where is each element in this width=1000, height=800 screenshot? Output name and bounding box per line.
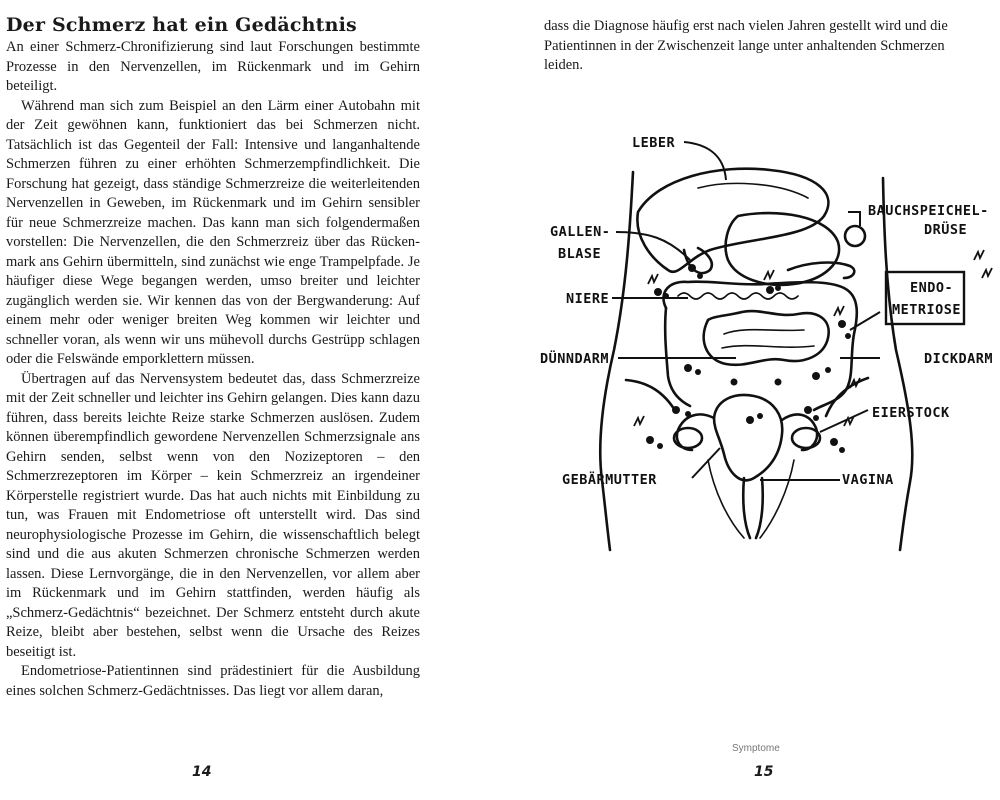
paragraph: Übertragen auf das Nervensystem bedeutet das, dass Schmerzreize mit der Zeit schneller und leichter ins Gehirn gelangen. Dies kann dazu führen, dass bereits leichte Reize starke Schmerzen auslösen. Zudem können überempfindlich gewordene Nervenzellen Schmerzsignale ans Gehirn senden, selbst wenn von den Nozizeptoren – den Schmerzrezeptoren im Körper – kein Schmerzreiz an irgendeiner Körperstelle registriert wurde. Das hat auch nichts mit Einbildung zu tun, was Frauen mit Endometriose oft unterstellt wird. Das sind neurophysiologische Prozesse im Gehirn, die wissenschaftlich belegt sind und die aus akuten Schmerzen chronische Schmerzen werden lassen. Diese Lernvorgänge, die in den Nervenzellen, vor allem aber im Rückenmark und im Gehirn stattfinden, werden häufig als „Schmerz-Gedächtnis“ bezeichnet. Der Schmerz entsteht durch akute Reize, bleibt aber bestehen, selbst wenn die Ursache des Reizes beseitigt ist. (6, 370, 420, 660)
label-gebaermutter: GEBÄRMUTTER (562, 472, 657, 488)
paragraph: Endometriose-Patientinnen sind prädestiniert für die Ausbildung eines solchen Schmerz-Gedächtnisses. Das liegt vor allem daran, (6, 663, 420, 699)
page-number-left: 14 (192, 764, 212, 780)
label-druese: DRÜSE (924, 222, 968, 238)
continuation-text: dass die Diagnose häufig erst nach vielen Jahren gestellt wird und die Patientinnen in der Zwischenzeit lange unter anhaltenden Schmerzen leiden. (544, 18, 948, 73)
label-blase: BLASE (558, 246, 602, 262)
label-duenndarm: DÜNNDARM (540, 351, 610, 367)
uterus (714, 395, 782, 480)
anatomy-diagram (538, 120, 998, 560)
pain-sparks (634, 250, 992, 426)
torso-hip-left (626, 380, 676, 412)
label-bauchspeichel: BAUCHSPEICHEL- (868, 203, 989, 219)
label-dickdarm: DICKDARM (924, 351, 994, 367)
small-intestine (704, 311, 829, 365)
torso-hip-right (826, 378, 868, 416)
body-text (6, 38, 420, 701)
fallopian-tube-right (782, 414, 817, 450)
stomach (726, 213, 839, 285)
page-number-right: 15 (754, 764, 774, 780)
torso-right-outline (883, 178, 912, 550)
label-vagina: VAGINA (842, 472, 894, 488)
paragraph: An einer Schmerz-Chronifizierung sind laut Forschungen bestimmte Prozesse in den Nervenzellen, im Rückenmark und im Gehirn beteiligt. (6, 39, 420, 94)
label-leber: LEBER (632, 135, 676, 151)
label-metriose: METRIOSE (892, 302, 962, 318)
label-niere: NIERE (566, 291, 610, 307)
label-endo: ENDO- (910, 280, 954, 296)
running-footer: Symptome (732, 743, 780, 754)
label-gallen: GALLEN- (550, 224, 611, 240)
anatomy-illustration (538, 120, 998, 560)
label-eierstock: EIERSTOCK (872, 405, 950, 421)
pancreas-tail (845, 226, 865, 246)
chapter-heading: Der Schmerz hat ein Gedächtnis (6, 14, 357, 36)
vagina (743, 478, 763, 538)
paragraph: Während man sich zum Beispiel an den Lärm einer Autobahn mit der Zeit gewöhnen kann, funktioniert das bei Schmerzen nicht. Tatsächlich ist das Gegenteil der Fall: Intensive und langanhaltende Schmerzen führen zu einer erhöhten Schmerzempfindlichkeit. Die Forschung hat gezeigt, dass ständige Schmerzreize die weiterleitenden Nervenzellen in Geweben, im Rückenmark und im Gehirn sensibler für neue Schmerzreize machen. Das kann man sich folgendermaßen vorstellen: Die Nervenzellen, die den Schmerzreiz über das Rückenmark ans Gehirn übermitteln, sind zunächst wie enge Trampelpfade. Je häufiger diese Wege begangen werden, umso breiter und leichter zugänglich werden sie. Wir kennen das von der Bergwanderung: Auf einem mehr oder weniger breiten Weg kommen wir leichter und schneller voran, als wenn wir uns mühevoll durchs Gestrüpp schlagen oder die Felswände emporklettern müssen. (6, 97, 420, 367)
fallopian-tube-left (677, 414, 714, 450)
